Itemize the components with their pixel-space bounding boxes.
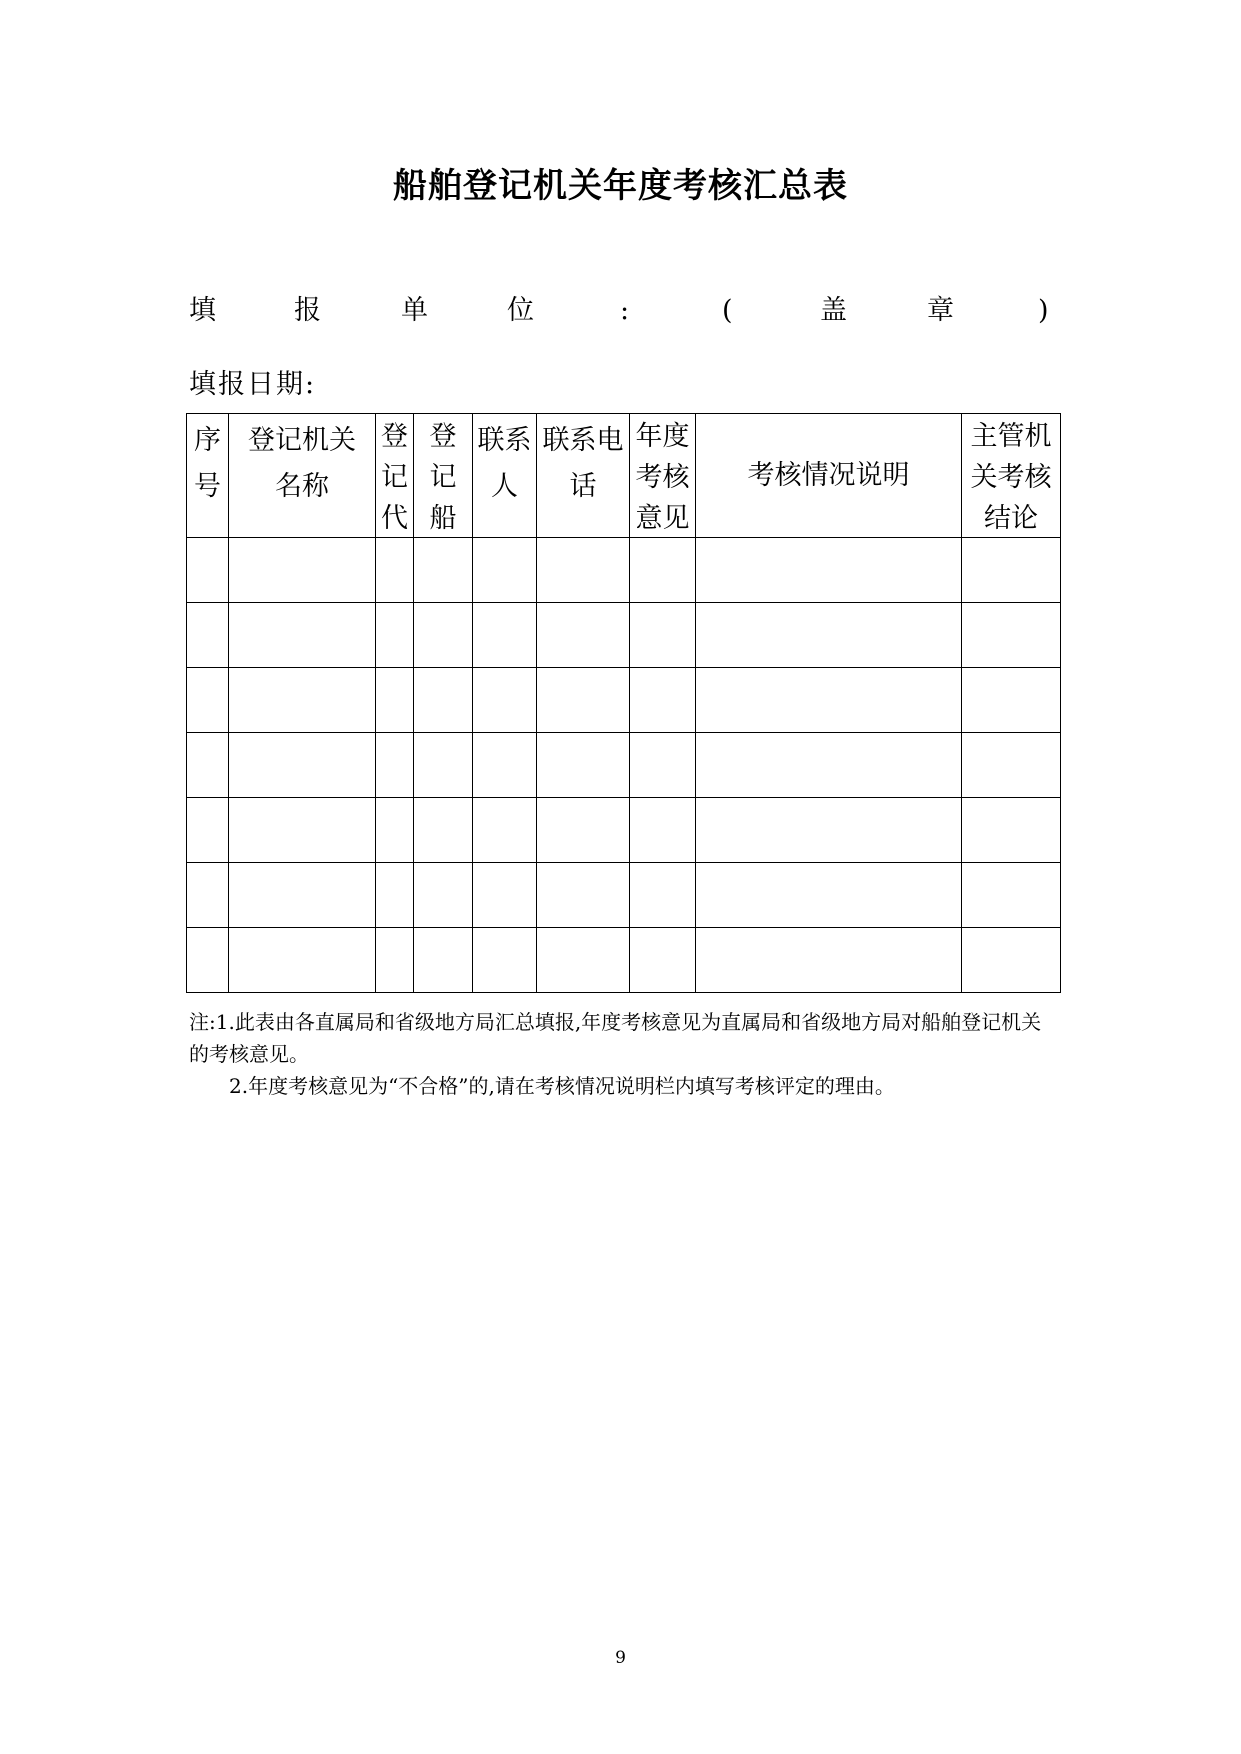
table-cell[interactable] xyxy=(630,798,696,863)
table-row xyxy=(187,668,1061,733)
table-row xyxy=(187,733,1061,798)
unit-char: ) xyxy=(1038,295,1049,326)
unit-char: 章 xyxy=(927,295,954,326)
table-cell[interactable] xyxy=(187,668,229,733)
table-cell[interactable] xyxy=(376,863,414,928)
header-cell: 主管机 关考核 结论 xyxy=(962,414,1061,538)
table-cell[interactable] xyxy=(962,538,1061,603)
header-cell: 序 号 xyxy=(187,414,229,538)
table-cell[interactable] xyxy=(537,668,630,733)
table-cell[interactable] xyxy=(187,928,229,993)
table-cell[interactable] xyxy=(376,798,414,863)
table-cell[interactable] xyxy=(473,668,537,733)
reporting-unit-line xyxy=(189,291,1049,331)
header-cell: 考核情况说明 xyxy=(696,414,962,538)
header-cell: 登 记 船 xyxy=(414,414,473,538)
header-cell: 联系电 话 xyxy=(537,414,630,538)
table-cell[interactable] xyxy=(630,733,696,798)
table-cell[interactable] xyxy=(473,928,537,993)
table-cell[interactable] xyxy=(414,538,473,603)
page-number: 9 xyxy=(615,1648,626,1668)
table-cell[interactable] xyxy=(376,538,414,603)
table-cell[interactable] xyxy=(630,928,696,993)
table-cell[interactable] xyxy=(696,668,962,733)
table-cell[interactable] xyxy=(537,798,630,863)
table-cell[interactable] xyxy=(229,863,376,928)
table-cell[interactable] xyxy=(376,668,414,733)
table-row xyxy=(187,538,1061,603)
table-cell[interactable] xyxy=(473,863,537,928)
table-cell[interactable] xyxy=(696,538,962,603)
table-cell[interactable] xyxy=(187,863,229,928)
table-cell[interactable] xyxy=(696,733,962,798)
header-cell: 联系 人 xyxy=(473,414,537,538)
table-row xyxy=(187,798,1061,863)
table-cell[interactable] xyxy=(696,603,962,668)
table-cell[interactable] xyxy=(187,733,229,798)
table-cell[interactable] xyxy=(962,863,1061,928)
table-cell[interactable] xyxy=(376,603,414,668)
unit-char: 单 xyxy=(401,295,428,326)
table-cell[interactable] xyxy=(473,603,537,668)
table-cell[interactable] xyxy=(696,798,962,863)
table-row xyxy=(187,928,1061,993)
table-cell[interactable] xyxy=(187,538,229,603)
unit-char: 填 xyxy=(189,295,216,326)
unit-char: 位 xyxy=(507,295,534,326)
table-cell[interactable] xyxy=(229,798,376,863)
table-cell[interactable] xyxy=(962,798,1061,863)
table-cell[interactable] xyxy=(414,928,473,993)
table-cell[interactable] xyxy=(229,538,376,603)
table-cell[interactable] xyxy=(537,603,630,668)
table-cell[interactable] xyxy=(473,798,537,863)
table-cell[interactable] xyxy=(962,733,1061,798)
table-cell[interactable] xyxy=(473,538,537,603)
table-cell[interactable] xyxy=(229,603,376,668)
table-cell[interactable] xyxy=(187,603,229,668)
table-cell[interactable] xyxy=(696,928,962,993)
summary-table xyxy=(186,413,1061,993)
table-row xyxy=(187,863,1061,928)
table-cell[interactable] xyxy=(696,863,962,928)
table-cell[interactable] xyxy=(630,538,696,603)
table-cell[interactable] xyxy=(414,798,473,863)
table-cell[interactable] xyxy=(630,603,696,668)
unit-char: ( xyxy=(722,295,733,326)
table-cell[interactable] xyxy=(962,668,1061,733)
table-cell[interactable] xyxy=(962,928,1061,993)
header-cell: 年度 考核 意见 xyxy=(630,414,696,538)
unit-char: 盖 xyxy=(820,295,847,326)
table-header-row xyxy=(187,414,1061,538)
unit-char: : xyxy=(620,295,630,326)
table-cell[interactable] xyxy=(537,928,630,993)
table-cell[interactable] xyxy=(376,928,414,993)
header-cell: 登记机关 名称 xyxy=(229,414,376,538)
table-cell[interactable] xyxy=(229,928,376,993)
table-cell[interactable] xyxy=(229,733,376,798)
page-title: 船舶登记机关年度考核汇总表 xyxy=(393,166,848,206)
unit-char: 报 xyxy=(294,295,321,326)
table-cell[interactable] xyxy=(414,668,473,733)
table-row xyxy=(187,603,1061,668)
table-cell[interactable] xyxy=(187,798,229,863)
table-cell[interactable] xyxy=(229,668,376,733)
table-cell[interactable] xyxy=(537,733,630,798)
report-date-label: 填报日期: xyxy=(189,369,317,400)
table-cell[interactable] xyxy=(630,668,696,733)
note-1: 注:1.此表由各直属局和省级地方局汇总填报,年度考核意见为直属局和省级地方局对船舶登记机关的考核意见。 xyxy=(189,1010,1042,1066)
table-cell[interactable] xyxy=(414,603,473,668)
table-cell[interactable] xyxy=(537,538,630,603)
table-cell[interactable] xyxy=(414,863,473,928)
table-cell[interactable] xyxy=(537,863,630,928)
table-cell[interactable] xyxy=(473,733,537,798)
table-notes xyxy=(189,1006,1059,1102)
note-2: 2.年度考核意见为“不合格”的,请在考核情况说明栏内填写考核评定的理由。 xyxy=(229,1074,895,1098)
table-cell[interactable] xyxy=(630,863,696,928)
header-cell: 登 记 代 xyxy=(376,414,414,538)
table-cell[interactable] xyxy=(376,733,414,798)
table-cell[interactable] xyxy=(414,733,473,798)
table-cell[interactable] xyxy=(962,603,1061,668)
